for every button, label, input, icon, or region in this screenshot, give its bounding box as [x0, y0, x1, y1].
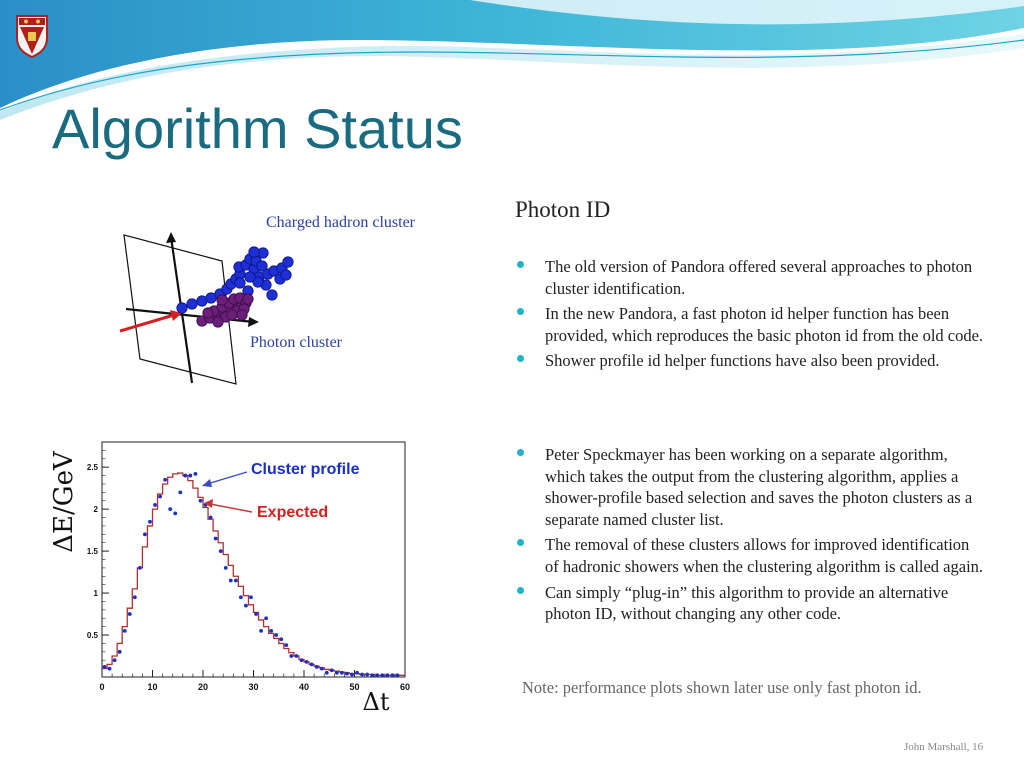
cluster-profile-point	[300, 658, 304, 662]
bullet-dot-icon	[517, 539, 524, 546]
photon-hit-dot	[213, 317, 223, 327]
photon-hit-dot	[227, 310, 237, 320]
cluster-profile-point	[310, 663, 314, 667]
chart-x-axis-label: Δt	[362, 688, 390, 716]
y-tick-label: 2.5	[86, 463, 98, 473]
cluster-profile-point	[365, 673, 369, 677]
cluster-profile-point	[380, 673, 384, 677]
axis-horizontal-arrowhead	[248, 317, 259, 327]
cluster-profile-point	[279, 637, 283, 641]
cluster-profile-point	[269, 629, 273, 633]
cluster-profile-point	[390, 673, 394, 677]
cluster-profile-point	[224, 566, 228, 570]
cluster-profile-point	[370, 673, 374, 677]
charged-hit-dot	[235, 278, 245, 288]
charged-hadron-cluster-label: Charged hadron cluster	[266, 214, 415, 231]
charged-hit-dot	[267, 290, 277, 300]
cluster-profile-point	[350, 673, 354, 677]
y-tick-label: 2	[93, 505, 98, 515]
bullet-list-algorithm	[515, 444, 985, 629]
expected-step-line	[102, 473, 405, 675]
bullet-text: The removal of these clusters allows for improved identification of hadronic showers when the clustering algorithm is called again.	[545, 535, 984, 576]
cluster-profile-point	[133, 595, 137, 599]
x-tick-label: 0	[99, 682, 105, 692]
cluster-profile-point	[330, 668, 334, 672]
charged-hit-dot	[281, 270, 291, 280]
cluster-profile-point	[234, 579, 238, 583]
cluster-profile-point	[259, 629, 263, 633]
cluster-profile-point	[138, 566, 142, 570]
cluster-profile-point	[295, 654, 299, 658]
bullet-dot-icon	[517, 587, 524, 594]
photon-cluster-label: Photon cluster	[250, 334, 342, 351]
cluster-profile-point	[199, 499, 203, 503]
cluster-profile-point	[209, 516, 213, 520]
y-tick-label: 0.5	[86, 631, 98, 641]
charged-hit-dot	[245, 272, 255, 282]
cluster-profile-point	[148, 520, 152, 524]
incoming-photon-arrow	[120, 315, 174, 331]
bullet-dot-icon	[517, 308, 524, 315]
cluster-profile-point	[355, 671, 359, 675]
cluster-profile-point	[113, 658, 117, 662]
x-tick-label: 30	[248, 682, 259, 692]
cluster-profile-point	[289, 654, 293, 658]
cluster-profile-point	[335, 671, 339, 675]
cluster-profile-point	[254, 612, 258, 616]
cluster-profile-point	[375, 673, 379, 677]
y-tick-label: 1.5	[86, 547, 98, 557]
bullet-dot-icon	[517, 355, 524, 362]
photon-hit-dot	[217, 295, 227, 305]
cluster-profile-point	[320, 667, 324, 671]
photon-hit-dot	[237, 310, 247, 320]
cluster-profile-point	[345, 672, 349, 676]
charged-hit-dot	[283, 257, 293, 267]
bullet-list-photon-id	[515, 256, 985, 376]
x-tick-label: 60	[399, 682, 411, 692]
legend-cluster-profile: Cluster profile	[251, 461, 360, 478]
cluster-diagram	[110, 225, 310, 390]
cluster-profile-point	[163, 478, 167, 482]
x-tick-label: 20	[197, 682, 209, 692]
cluster-profile-point	[214, 537, 218, 541]
cluster-profile-point	[158, 495, 162, 499]
cluster-profile-point	[168, 507, 172, 511]
cluster-profile-point	[188, 474, 192, 478]
cluster-profile-point	[284, 643, 288, 647]
photon-hit-dot	[243, 294, 253, 304]
legend-expected: Expected	[257, 504, 329, 521]
cluster-profile-point	[229, 579, 233, 583]
cluster-profile-point	[305, 660, 309, 664]
slide-footer: John Marshall, 16	[904, 741, 984, 753]
x-tick-label: 40	[298, 682, 310, 692]
cluster-profile-point	[274, 633, 278, 637]
bullet-item	[515, 303, 985, 346]
shower-profile-chart	[40, 430, 420, 720]
slide-title: Algorithm Status	[52, 97, 463, 160]
cluster-profile-point	[315, 665, 319, 669]
cluster-profile-point	[143, 532, 147, 536]
bullet-dot-icon	[517, 261, 524, 268]
chart-y-axis-label: ΔE/GeV	[49, 451, 79, 553]
cluster-profile-point	[173, 511, 177, 515]
bullet-text: In the new Pandora, a fast photon id helper function has been provided, which reproduces the basic photon id from the old code.	[545, 304, 984, 345]
cambridge-shield-logo	[15, 14, 49, 58]
bullet-item	[515, 256, 985, 299]
axis-vertical-arrowhead	[166, 232, 176, 243]
cluster-profile-point	[118, 650, 122, 654]
bullet-text: Peter Speckmayer has been working on a separate algorithm, which takes the output from the clustering algorithm, applies a shower-profile based selection and saves the photon clusters as a separate named cluster list.	[545, 445, 973, 529]
cluster-profile-point	[103, 665, 107, 669]
section-heading: Photon ID	[515, 197, 611, 222]
cluster-profile-point	[128, 612, 132, 616]
charged-hit-dot	[257, 261, 267, 271]
cluster-profile-point	[178, 490, 182, 494]
cluster-profile-point	[153, 503, 157, 507]
y-tick-label: 1	[93, 589, 98, 599]
legend-cluster-profile-arrow	[207, 472, 247, 484]
cluster-profile-point	[194, 472, 198, 476]
bullet-text: Can simply “plug-in” this algorithm to provide an alternative photon ID, without changing any other code.	[545, 582, 949, 624]
legend-cluster-profile-arrowhead	[202, 479, 212, 487]
cluster-profile-point	[396, 673, 400, 677]
x-tick-label: 50	[349, 682, 360, 692]
bullet-item	[515, 534, 985, 577]
bullet-dot-icon	[517, 449, 524, 456]
cluster-profile-point	[244, 604, 248, 608]
photon-hit-dot	[203, 308, 213, 318]
charged-hit-dot	[177, 303, 187, 313]
bullet-item	[515, 350, 985, 372]
cluster-profile-point	[385, 673, 389, 677]
cluster-profile-point	[239, 595, 243, 599]
bullet-text: The old version of Pandora offered several approaches to photon cluster identification.	[545, 257, 973, 298]
cluster-profile-point	[325, 671, 329, 675]
cluster-profile-point	[123, 629, 127, 633]
cluster-profile-point	[340, 671, 344, 675]
cluster-profile-point	[219, 549, 223, 553]
cluster-profile-point	[360, 673, 364, 677]
cluster-profile-point	[249, 595, 253, 599]
performance-note: Note: performance plots shown later use only fast photon id.	[522, 678, 922, 697]
x-tick-label: 10	[147, 682, 158, 692]
charged-hit-dot	[249, 247, 259, 257]
cluster-profile-point	[108, 667, 112, 671]
bullet-item	[515, 582, 985, 625]
cluster-profile-point	[183, 474, 187, 478]
legend-expected-arrow	[210, 504, 252, 512]
bullet-item	[515, 444, 985, 530]
bullet-text: Shower profile id helper functions have also been provided.	[545, 351, 940, 371]
cluster-profile-point	[264, 616, 268, 620]
charged-hit-dot	[187, 299, 197, 309]
